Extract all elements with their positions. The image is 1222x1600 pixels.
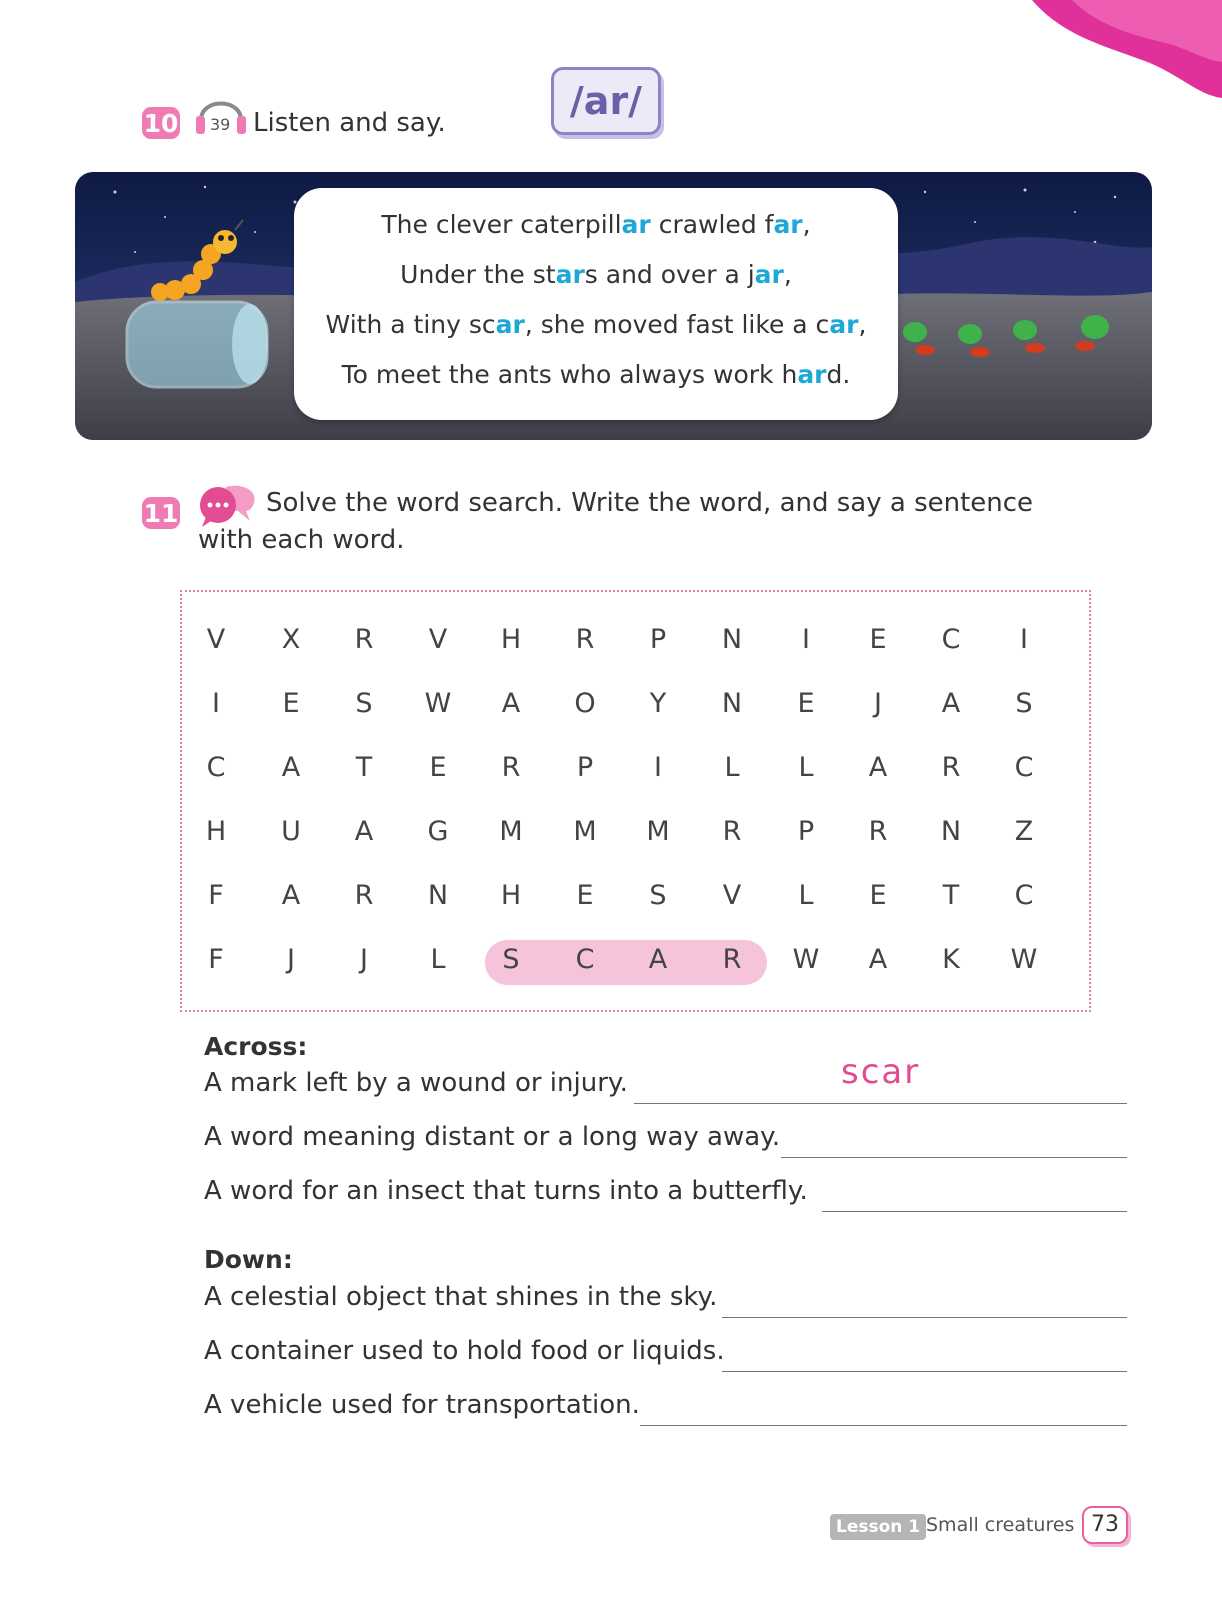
answer-line[interactable] xyxy=(822,1211,1127,1212)
grid-letter[interactable]: V xyxy=(428,624,448,655)
grid-letter[interactable]: K xyxy=(942,944,960,975)
grid-letter[interactable]: R xyxy=(941,752,961,783)
grid-letter[interactable]: A xyxy=(281,880,301,911)
across-clue-3 xyxy=(204,1176,1127,1216)
grid-letter[interactable]: F xyxy=(208,880,224,911)
grid-letter[interactable]: N xyxy=(721,688,743,719)
grid-letter[interactable]: R xyxy=(575,624,595,655)
grid-letter[interactable]: A xyxy=(354,816,374,847)
phoneme-label: /ar/ xyxy=(569,79,643,123)
grid-letter[interactable]: A xyxy=(281,752,301,783)
grid-letter[interactable]: R xyxy=(354,880,374,911)
grid-letter[interactable]: N xyxy=(721,624,743,655)
across-clue-1 xyxy=(204,1068,1127,1108)
grid-letter[interactable]: M xyxy=(573,816,597,847)
exercise-11-badge: 11 xyxy=(143,498,179,528)
audio-track-number: 39 xyxy=(210,115,231,134)
grid-letter[interactable]: C xyxy=(1014,880,1034,911)
grid-letter[interactable]: L xyxy=(798,880,814,911)
grid-letter[interactable]: I xyxy=(1020,624,1028,655)
grid-letter[interactable]: N xyxy=(940,816,962,847)
answer-line[interactable] xyxy=(640,1425,1127,1426)
answer-scar: scar xyxy=(841,1052,921,1092)
clue-text: A mark left by a wound or injury. xyxy=(204,1068,628,1098)
grid-letter[interactable]: W xyxy=(424,688,452,719)
grid-letter[interactable]: T xyxy=(355,752,373,783)
grid-letter[interactable]: R xyxy=(722,816,742,847)
poem-card xyxy=(294,188,898,420)
across-heading: Across: xyxy=(204,1032,308,1061)
clue-text: A celestial object that shines in the sky. xyxy=(204,1282,718,1312)
poem-line-4: To meet the ants who always work hard. xyxy=(341,360,851,389)
down-clue-3 xyxy=(204,1390,1127,1430)
down-heading: Down: xyxy=(204,1245,293,1274)
grid-letter[interactable]: I xyxy=(654,752,662,783)
grid-letter[interactable]: E xyxy=(797,688,815,719)
grid-letter[interactable]: P xyxy=(576,752,594,783)
grid-letter[interactable]: P xyxy=(797,816,815,847)
poem-line-1: The clever caterpillar crawled far, xyxy=(381,210,811,239)
clue-text: A container used to hold food or liquids. xyxy=(204,1336,725,1366)
grid-letter[interactable]: O xyxy=(574,688,596,719)
grid-letter[interactable]: F xyxy=(208,944,224,975)
grid-letter[interactable]: L xyxy=(724,752,740,783)
grid-letter[interactable]: A xyxy=(868,752,888,783)
phoneme-box xyxy=(551,67,661,135)
grid-letter[interactable]: E xyxy=(869,880,887,911)
grid-letter[interactable]: L xyxy=(798,752,814,783)
grid-letter[interactable]: A xyxy=(941,688,961,719)
grid-letter[interactable]: C xyxy=(206,752,226,783)
grid-letter[interactable]: Y xyxy=(649,688,667,719)
grid-letter[interactable]: R xyxy=(354,624,374,655)
grid-letter[interactable]: V xyxy=(722,880,742,911)
grid-letter[interactable]: J xyxy=(287,944,295,975)
exercise-11-instruction-line2: with each word. xyxy=(198,525,405,555)
grid-letter[interactable]: H xyxy=(205,816,227,847)
grid-letter[interactable]: Z xyxy=(1014,816,1034,847)
grid-letter[interactable]: J xyxy=(874,688,882,719)
grid-letter[interactable]: X xyxy=(281,624,301,655)
grid-letter[interactable]: R xyxy=(868,816,888,847)
grid-letter[interactable]: H xyxy=(500,880,522,911)
grid-letter[interactable]: I xyxy=(212,688,220,719)
grid-letter[interactable]: S xyxy=(355,688,373,719)
grid-letter[interactable]: A xyxy=(501,688,521,719)
speech-bubbles-icon xyxy=(196,481,260,529)
page-number: 73 xyxy=(1082,1506,1128,1544)
grid-letter[interactable]: W xyxy=(792,944,820,975)
grid-letter[interactable]: G xyxy=(427,816,449,847)
grid-letter[interactable]: L xyxy=(430,944,446,975)
answer-line[interactable] xyxy=(722,1371,1127,1372)
grid-letter[interactable]: N xyxy=(427,880,449,911)
poem-line-3: With a tiny scar, she moved fast like a car, xyxy=(325,310,867,339)
down-clue-1 xyxy=(204,1282,1127,1322)
clue-text: A vehicle used for transportation. xyxy=(204,1390,640,1420)
across-clue-2 xyxy=(204,1122,1127,1162)
grid-letter[interactable]: C xyxy=(1014,752,1034,783)
grid-letter[interactable]: U xyxy=(281,816,301,847)
corner-decoration xyxy=(992,0,1222,110)
poem-line-2: Under the stars and over a jar, xyxy=(400,260,792,289)
grid-letter[interactable]: R xyxy=(722,944,742,975)
grid-letter[interactable]: E xyxy=(576,880,594,911)
answer-line[interactable] xyxy=(634,1103,1127,1104)
grid-letter[interactable]: M xyxy=(646,816,670,847)
grid-letter[interactable]: S xyxy=(502,944,520,975)
clue-text: A word meaning distant or a long way away. xyxy=(204,1122,781,1152)
grid-letter[interactable]: C xyxy=(575,944,595,975)
grid-letter[interactable]: A xyxy=(868,944,888,975)
grid-letter[interactable]: E xyxy=(869,624,887,655)
grid-letter[interactable]: E xyxy=(429,752,447,783)
grid-letter[interactable]: C xyxy=(941,624,961,655)
grid-letter[interactable]: P xyxy=(649,624,667,655)
grid-letter[interactable]: R xyxy=(501,752,521,783)
grid-letter[interactable]: A xyxy=(648,944,668,975)
grid-letter[interactable]: E xyxy=(282,688,300,719)
exercise-10-badge: 10 xyxy=(143,108,179,138)
exercise-10-instruction: Listen and say. xyxy=(253,108,446,138)
down-clue-2 xyxy=(204,1336,1127,1376)
lesson-badge: Lesson 1 xyxy=(830,1514,926,1540)
answer-line[interactable] xyxy=(722,1317,1127,1318)
grid-letter[interactable]: I xyxy=(802,624,810,655)
grid-letter[interactable]: W xyxy=(1010,944,1038,975)
grid-letter[interactable]: S xyxy=(649,880,667,911)
grid-letter[interactable]: V xyxy=(206,624,226,655)
grid-letter[interactable]: M xyxy=(499,816,523,847)
grid-letter[interactable]: H xyxy=(500,624,522,655)
clue-text: A word for an insect that turns into a butterfly. xyxy=(204,1176,808,1206)
answer-line[interactable] xyxy=(781,1157,1127,1158)
grid-letter[interactable]: J xyxy=(360,944,368,975)
grid-letter[interactable]: T xyxy=(942,880,960,911)
exercise-11-instruction-line1: Solve the word search. Write the word, and say a sentence xyxy=(266,488,1034,518)
unit-title: Small creatures xyxy=(926,1514,1075,1536)
grid-letter[interactable]: S xyxy=(1015,688,1033,719)
